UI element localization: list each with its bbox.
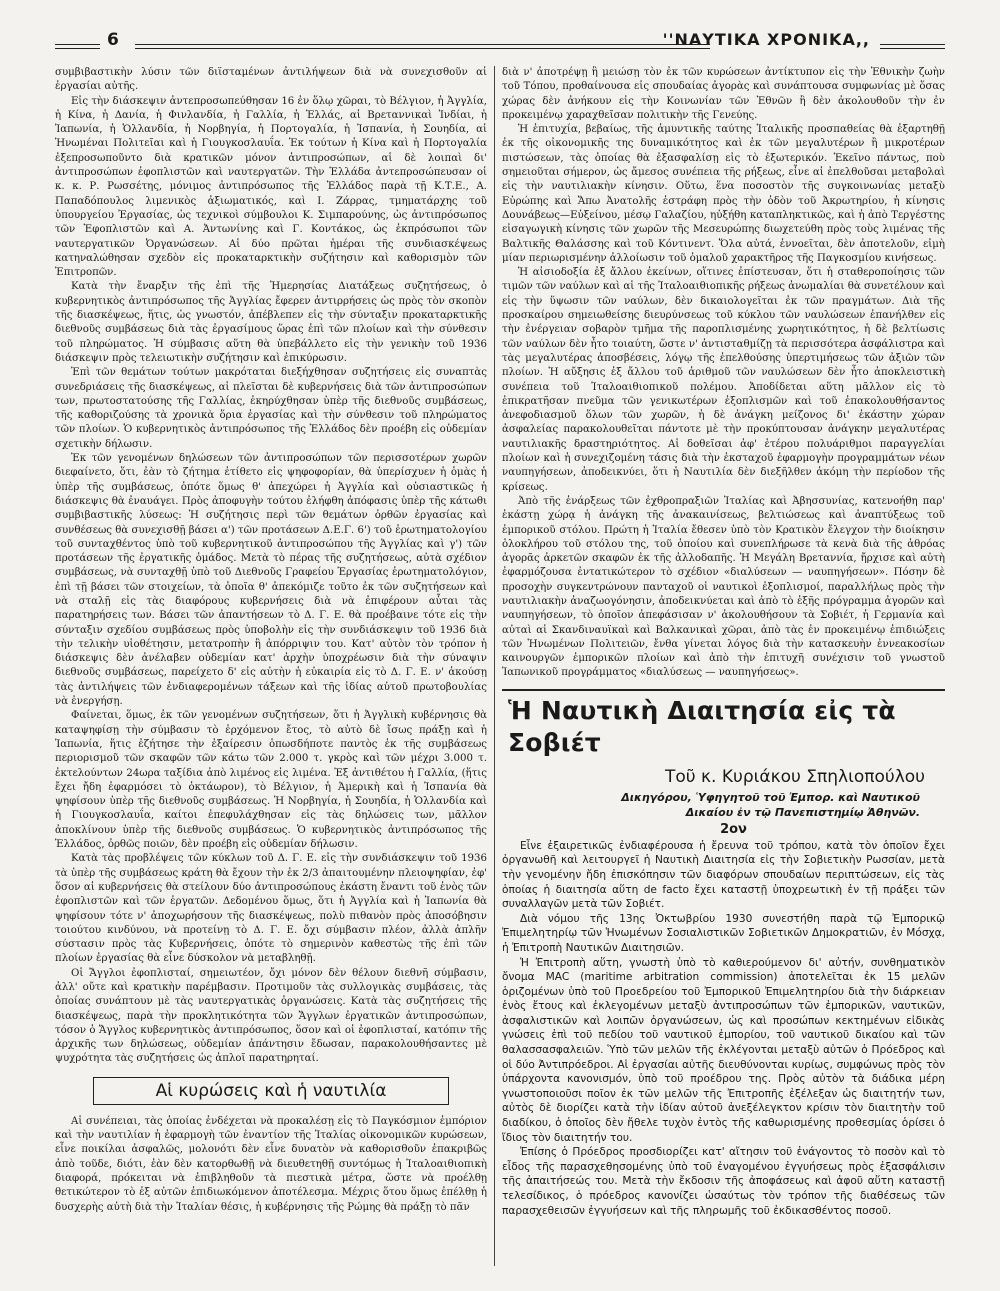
article-author: Τοῦ κ. Κυριάκου Σπηλιοπούλου [665,766,925,787]
paragraph: Ἐπὶ τῶν θεμάτων τούτων μακρόταται διεξήχθησαν συζητήσεις εἰς συναπτὰς συνεδριάσεις τῆς διασκέψεως, αἱ πλεῖσται δὲ κυβερνήσεις διὰ τῶν ἀντιπροσώπων των, πρωτοστατούσης τῆς Γαλλίας, ἐκηρύχθησαν ὑπὲρ τῆς διεθνοῦς συμβάσεως, τῆς καθοριζούσης τὰ χρονικὰ ὅρια ἐργασίας καὶ τὴν σύνθεσιν τοῦ πληρώματος τῶν πλοίων. Ὁ κυβερνητικὸς ἀντιπρόσωπος τῆς Ἑλλάδος δὲν προέβη εἰς οὐδεμίαν σχετικὴν δήλωσιν. [55,367,487,450]
header-rule [55,48,100,49]
article-title: Ἡ Ναυτικὴ Διαιτησία εἰς τὰ Σοβιέτ [508,695,896,757]
article-rule [502,689,945,691]
paragraph: Φαίνεται, ὅμως, ἐκ τῶν γενομένων συζητήσεων, ὅτι ἡ Ἀγγλικὴ κυβέρνησις θὰ καταψηφίσῃ τὴν σύμβασιν τὸ ἐρχόμενον ἔτος, τὸ αὐτὸ δὲ ἴσως πράξῃ καὶ ἡ Ἰαπωνία, ἥτις ἐζήτησε τὴν ἐξαίρεσιν ὁπωσδήποτε παντὸς ἐκ τῆς συμβάσεως περιορισμοῦ τῶν σκαφῶν τῶν κάτω τῶν 2.000 τ. γκρὸς καὶ τῶν μέχρι 3.000 τ. ἐκτελούντων 24ωρα ταξίδια ἀπὸ λιμένος εἰς λιμένα. Ἐξ ἀντιθέτου ἡ Γαλλία, (ἥτις ἔχει ἤδη ἐφαρμόσει τὸ ὀκτάωρον), τὸ Βέλγιον, ἡ Ἀμερικὴ καὶ ἡ Ἰσπανία θὰ ψηφίσουν ὑπὲρ τῆς διεθνοῦς συμβάσεως. Ἡ Νορβηγία, ἡ Σουηδία, ἡ Ὁλλανδία καὶ ἡ Γιουγκοσλαυΐα, καίτοι ἐπεφυλάχθησαν εἰς τὰς δηλώσεις των, μᾶλλον ἀποκλίνουν ὑπὲρ τῆς διεθνοῦς συμβάσεως. Ὁ κυβερνητικὸς ἀντιπρόσωπος τῆς Ἑλλάδος, ὀρθῶς ποιῶν, δὲν προέβη εἰς οὐδεμίαν δήλωσιν. [55,710,487,851]
header-rule [880,44,945,45]
page-header [55,30,945,60]
left-column [55,66,487,1271]
right-column [502,66,945,1271]
paragraph: Αἱ συνέπειαι, τὰς ὁποίας ἐνδέχεται νὰ προκαλέσῃ εἰς τὸ Παγκόσμιον ἐμπόριον καὶ τὴν ναυτιλίαν ἡ ἐφαρμογὴ τῶν ἐναντίον τῆς Ἰταλίας οἰκονομικῶν κυρώσεων, εἶνε ποικίλαι ἀσφαλῶς, μολονότι δὲν εἶνε δυνατὸν νὰ καθορισθοῦν ἐπακριβῶς ἀπὸ τοῦδε, διότι, ἐὰν δὲν κατορθωθῇ νὰ διευθετηθῇ συντόμως ἡ Ἰταλοαιθιοπικὴ διαφορά, πρόκειται νὰ ἐπιβληθοῦν τὰ πιεστικὰ μέτρα, ὥστε νὰ προέλθῃ θετικώτερον τὸ ἐξ αὐτῶν ἐπιδιωκόμενον ἀποτέλεσμα. Μέχρις ὅτου ὅμως ἐπέλθῃ ἡ δυσχερὴς αὐτὴ διὰ τὴν Ἰταλίαν θέσις, ἡ κυβέρνησις τῆς Ρώμης θὰ πράξῃ τὸ πᾶν [55,1115,487,1213]
paragraph: Κατὰ τὰς προβλέψεις τῶν κύκλων τοῦ Δ. Γ. Ε. εἰς τὴν συνδιάσκεψιν τοῦ 1936 τὰ ὑπὲρ τῆς συμβάσεως κράτη θὰ ἔχουν τὴν ἐκ 2/3 ἀπαιτουμένην πλειοψηφίαν, ἐφ' ὅσον αἱ κυβερνήσεις θὰ στείλουν δύο ἀντιπροσώπους ἐκάστη ἔναντι τοῦ ἑνὸς τῶν ἐφοπλιστῶν καὶ τῶν ἐργατῶν. Δεδομένου ὅμως, ὅτι ἡ Ἀγγλία καὶ ἡ Ἰαπωνία θὰ ψηφίσουν τότε ν' ἀποχωρήσουν τῆς διασκέψεως, πολὺ πιθανὸν πρὸς ἀποσόβησιν τοιούτου κινδύνου, νὰ προτείνῃ τὸ Δ. Γ. Ε. ὄχι σύμβασιν πλέον, ἀλλὰ ἁπλῆν σύστασιν πρὸς τὰς Κυβερνήσεις, ὁπότε τὸ σημερινὸν καθεστὼς τῆς ἐπὶ τῶν πλοίων ἐργασίας θὰ εἶνε δύσκολον νὰ μεταβληθῇ. [55,853,487,965]
article-part: 2ον [720,821,747,837]
publication-title: ''ΝΑΥΤΙΚΑ ΧΡΟΝΙΚΑ,, [662,30,870,49]
paragraph: Εἰς τὴν διάσκεψιν ἀντεπροσωπεύθησαν 16 ἐν ὅλῳ χῶραι, τὸ Βέλγιον, ἡ Ἀγγλία, ἡ Κίνα, ἡ Δανία, ἡ Φινλανδία, ἡ Γαλλία, ἡ Ἑλλάς, αἱ Βρεταννικαὶ Ἰνδίαι, ἡ Ἰαπωνία, ἡ Ὁλλανδία, ἡ Νορβηγία, ἡ Πορτογαλία, ἡ Ἰσπανία, ἡ Σουηδία, αἱ Ἡνωμέναι Πολιτεῖαι καὶ ἡ Γιουγκοσλαυΐα. Ἐκ τούτων ἡ Κίνα καὶ ἡ Πορτογαλία ἐξεπροσωποῦντο διὰ κρατικῶν μόνον ἀντιπροσώπων, αἱ δὲ λοιπαὶ δι' ἀντιπροσώπων ἐφοπλιστῶν καὶ ναυτεργατῶν. Τὴν Ἑλλάδα ἀντεπροσώπευσαν οἱ κ. κ. Ρ. Ρωσσέτης, μόνιμος ἀντιπρόσωπος τῆς Ἑλλάδος παρὰ τῇ Κ.Τ.Ε., Α. Παπαδόπουλος λιμενικὸς ἀξιωματικός, καὶ Ι. Ζάρρας, τμηματάρχης τοῦ ὑπουργείου Ἐργασίας, ὡς τεχνικοὶ σύμβουλοι Κ. Σιμπαρούνης, ὡς ἀντιπρόσωπος τῶν Ἐφοπλιστῶν καὶ Α. Ἀντωνίνης καὶ Γ. Κοντάκος, ὡς ἐκπρόσωποι τῶν ναυτεργατικῶν Ὀργανώσεων. Αἱ δύο πρῶται ἡμέραι τῆς συνδιασκέψεως κατηναλώθησαν σχεδὸν εἰς προκαταρκτικὴν συζήτησιν καὶ καθορισμὸν τῶν Ἐπιτροπῶν. [55,95,487,279]
header-rule [880,48,945,49]
paragraph: Ἡ ἐπιτυχία, βεβαίως, τῆς ἀμυντικῆς ταύτης Ἰταλικῆς προσπαθείας θὰ ἐξαρτηθῇ ἐκ τῆς οἰκονομικῆς της δυναμικότητος καὶ ἐκ τῶν μεγαλυτέρων ἢ μικροτέρων πιστώσεων, τὰς ὁποίας θὰ ἐξασφαλίσῃ εἰς τὸ ἐξωτερικόν. Ἐκεῖνο πάντως, ποὺ σημειοῦται σήμερον, ὡς ἄμεσος συνέπεια τῆς ρήξεως, εἶνε αἱ ἐπελθοῦσαι μεταβολαὶ εἰς τὴν ναυτιλιακὴν κίνησιν. Οὕτω, ἕνα ποσοστὸν τῆς συγκοινωνίας μεταξὺ Εὐρώπης καὶ Ἄπω Ἀνατολῆς ἐστράφη πρὸς τὴν ὁδὸν τοῦ Ἀκρωτηρίου, ἡ κίνησις Δουνάβεως—Εὐξείνου, μέσῳ Γαλαζίου, ηὐξήθη καταπληκτικῶς, καὶ ἡ ἀπὸ Τεργέστης εἰσαγωγικὴ κίνησις τῶν χωρῶν τῆς Μεσευρώπης διωχετεύθη πρὸς τοὺς λιμένας τῆς Βαλτικῆς Θαλάσσης καὶ τοῦ Κόντινεντ. Ὅλα αὐτά, ἐννοεῖται, δὲν ἀποτελοῦν, εἰμὴ μίαν περιωρισμένην ἀλλοίωσιν τοῦ ὁμαλοῦ χαρακτῆρος τῆς Παγκοσμίου κινήσεως. [502,124,945,264]
header-rule [55,44,100,45]
article-paragraph: Ἡ Ἐπιτροπὴ αὕτη, γνωστὴ ὑπὸ τὸ καθιερούμενον δι' αὐτήν, συνθηματικὸν ὄνομα MAC (maritime arbitration commission) ἀποτελεῖται ἐκ 15 μελῶν ὁριζομένων ὑπὸ τοῦ Προεδρείου τοῦ Ἐμπορικοῦ Ἐπιμελητηρίου διὰ τὴν διάρκειαν ἑνὸς ἔτους καὶ ἐκλεγομένων μεταξὺ ἀντιπροσώπων τῶν ἐμπορικῶν, ναυτικῶν, ἀσφαλιστικῶν καὶ λοιπῶν ὀργανώσεων, ὡς καὶ προσώπων κεκτημένων εἰδικὰς γνώσεις ἐπὶ τοῦ πεδίου τοῦ ναυτικοῦ ἐμπορίου, τοῦ ναυτικοῦ δικαίου καὶ τῶν θαλασσασφαλειῶν. Ὑπὸ τῶν μελῶν τῆς ἐκλέγονται μεταξὺ αὐτῶν ὁ Πρόεδρος καὶ οἱ δύο Ἀντιπρόεδροι. Αἱ ἐργασίαι αὐτῆς διευθύνονται κυρίως, συμφώνως πρὸς τὸν ὑπάρχοντα κανονισμόν, ὑπὸ τοῦ προέδρου της. Πρὸς αὐτὸν τὰ διάδικα μέρη γνωστοποιοῦσι ποῖον ἐκ τῶν μελῶν τῆς Ἐπιτροπῆς ἐξέλεξαν ὡς διαιτητήν των, αὐτὸς δὲ διορίζει κατὰ τὴν ἰδίαν αὐτοῦ ἀνεξέλεγκτον κρίσιν τὸν διαιτητὴν τοῦ διαδίκου, ὁ ὁποῖος δὲν ἤθελε τυχὸν ἐντὸς τῆς καθωρισμένης προθεσμίας ὁρίσει ὁ ἴδιος τὸν διαιτητήν του. [502,956,945,1144]
header-rule [135,48,710,49]
header-rule [135,44,710,45]
paragraph: Ἡ αἰσιοδοξία ἐξ ἄλλου ἐκείνων, οἵτινες ἐπίστευσαν, ὅτι ἡ σταθεροποίησις τῶν τιμῶν τῶν ναύλων καὶ αἱ τῆς Ἰταλοαιθιοπικῆς ρήξεως ἀνωμαλίαι θὰ συνετέλουν καὶ εἰς τὴν ὕψωσιν τῶν ναύλων, δὲν δικαιολογεῖται ἐκ τῶν πραγμάτων. Διὰ τῆς προσκαίρου σημειωθείσης διευρύνσεως τοῦ κύκλου τῶν ναυλώσεων ἐπανήλθεν εἰς τὴν ἐνέργειαν σοβαρὸν τμῆμα τῆς παροπλισμένης χωρητικότητος, ἡ δὲ βελτίωσις τῶν ναύλων δὲν ἦτο τοιαύτη, ὥστε ν' ἀντισταθμίζῃ τὰ περισσότερα ἀσφάλιστρα καὶ τὰς μεγαλυτέρας ἀποσβέσεις, λόγῳ τῆς ἐπελθούσης ὑπερτιμήσεως τῶν ἀξιῶν τῶν πλοίων. Ἡ αὔξησις ἐξ ἄλλου τοῦ ἀριθμοῦ τῶν ναυλώσεων δὲν ἦτο ἀποκλειστικὴ συνέπεια τοῦ Ἰταλοαιθιοπικοῦ πολέμου. Ἀποδίδεται αὕτη μᾶλλον εἰς τὸ ἐπικρατῆσαν πνεῦμα τῶν γενικωτέρων ἐξοπλισμῶν καὶ τοῦ ἐπακολουθήσαντος ἀνεφοδιασμοῦ ὅλων τῶν χωρῶν, ἡ δὲ ἀνάγκη μείζονος δι' ἑκάστην χώραν ἀσφαλείας παρακολουθεῖται πάντοτε μὲ τὴν προκύπτουσαν ἀνάγκην μεγαλυτέρας ναυτιλιακῆς δραστηριότητος. Αἱ δοθεῖσαι ἀφ' ἑτέρου πολυάριθμοι παραγγελίαι πλοίων καὶ ἡ συνεχιζομένη τάσις διὰ τὴν ἐκσταχοῦ ἐφαρμογὴν προγραμμάτων νέων ναυπηγήσεων, ἀποδεικνύει, ὅτι ἡ Ναυτιλία δὲν διεξῆλθεν ἀκόμη τὴν περίοδον τῆς κρίσεως. [502,267,945,493]
paragraph: Οἱ Ἄγγλοι ἐφοπλισταί, σημειωτέον, ὄχι μόνον δὲν θέλουν διεθνῆ σύμβασιν, ἀλλ' οὔτε καὶ κρατικὴν παρέμβασιν. Προτιμοῦν τὰς συλλογικὰς συμβάσεις, τὰς ὁποίας συνάπτουν μὲ τὰς ναυτεργατικὰς ὀργανώσεις. Κατὰ τὰς συζητήσεις τῆς διασκέψεως, παρὰ τὴν προκλητικότητα τῶν Ἄγγλων ἐργατικῶν ἀντιπροσώπων, τόσον ὁ Ἄγγλος κυβερνητικὸς ἀντιπρόσωπος, ὅσον καὶ οἱ ἐφοπλισταί, κατόπιν τῆς ἀρχικῆς των δηλώσεως, οὐδεμίαν ἀπάντησιν ἔδωσαν, παρακολουθήσαντες μὲ ψυχρότητα τὰς συζητήσεις ὡς ἁπλοῖ παρατηρηταί. [55,967,487,1065]
paragraph: συμβιβαστικὴν λύσιν τῶν διϊσταμένων ἀντιλήψεων διὰ νὰ συνεχισθοῦν αἱ ἐργασίαι αὐτῆς. [55,67,487,93]
section-heading: Αἱ κυρώσεις καὶ ἡ ναυτιλία [93,1077,449,1105]
paragraph: Ἀπὸ τῆς ἐνάρξεως τῶν ἐχθροπραξιῶν Ἰταλίας καὶ Ἀβησσυνίας, κατενοήθη παρ' ἑκάστῃ χώρᾳ ἡ ἀνάγκη τῆς ἀνακαινίσεως, βελτιώσεως καὶ ἀναπτύξεως τοῦ ἐμπορικοῦ στόλου. Πρώτη ἡ Ἰταλία ἔθεσεν ὑπὸ τὸν Κρατικὸν ἔλεγχον τὴν διοίκησιν ὁλοκλήρου τοῦ στόλου της, τοῦ ὁποίου καὶ συνεπλήρωσε τὰ κενὰ διὰ τῆς ἀθρόας ἀγορᾶς ἀρκετῶν σκαφῶν ἐκ τῆς ἀλλοδαπῆς. Ἡ Μεγάλη Βρεταννία, ἤρχισε καὶ αὐτὴ ἐφαρμόζουσα ἐντατικώτερον τὸ σχέδιον «διαλύσεων — ναυπηγήσεων». Πόσην δὲ προσοχὴν συγκεντρώνουν πανταχοῦ οἱ ναυτικοὶ ἐξοπλισμοί, παραλλήλως πρὸς τὴν ναυτιλιακὴν ἀναζωογόνησιν, ἀποδεικνύεται καὶ ἀπὸ τὸ ἑξῆς πρόγραμμα ἀγορῶν καὶ ναυπηγήσεων, τὸ ὁποῖον ἀπεφάσισαν ν' ἀκολουθήσουν τὰ Σοβιέτ, ἡ Γερμανία καὶ αὐταὶ αἱ Σκανδιναυϊκαὶ καὶ Βαλκανικαὶ χῶραι, ἀπὸ τὰς ἐν προκειμένῳ ἐπιδιώξεις τῶν Ἡνωμένων Πολιτειῶν, ἔνθα γίνεται λόγος διὰ τὴν κατασκευὴν ἐννεακοσίων καινουργῶν ἐμπορικῶν πλοίων καὶ ἀπὸ τὴν ἐπιτυχῆ συνέχισιν τοῦ γνωστοῦ Ἰαπωνικοῦ προγράμματος «διαλύσεως — ναυπηγήσεως». [502,495,945,679]
page-number: 6 [107,30,119,50]
author-credential: Δικηγόρου, Ὑφηγητοῦ τοῦ Ἐμπορ. καὶ Ναυτικοῦ [621,790,920,804]
article-paragraph: Ἐπίσης ὁ Πρόεδρος προσδιορίζει κατ' αἴτησιν τοῦ ἐνάγοντος τὸ ποσὸν καὶ τὸ εἶδος τῆς παρασχεθησομένης ὑπὸ τοῦ ἐναγομένου ἐγγυήσεως πρὸς ἐξασφάλισιν τῆς ἀπαιτήσεώς του. Μετὰ τὴν ἔκδοσιν τῆς ἀποφάσεως καὶ ἀφοῦ αὕτη καταστῇ τελεσίδικος, ὁ πρόεδρος κανονίζει ὡσαύτως τὸν τρόπον τῆς διαθέσεως τῶν παρασχεθεισῶν ἐγγυήσεων καὶ τῆς πληρωμῆς τοῦ ἐκδικασθέντος ποσοῦ. [502,1146,945,1217]
article-paragraph: Εἶνε ἐξαιρετικῶς ἐνδιαφέρουσα ἡ ἔρευνα τοῦ τρόπου, κατὰ τὸν ὁποῖον ἔχει ὀργανωθῆ καὶ λειτουργεῖ ἡ Ναυτικὴ Διαιτησία εἰς τὴν Σοβιετικὴν Ρωσσίαν, μετὰ τὴν γενομένην ἤδη ἐπισκόπησιν τῶν διαφόρων σπουδαίων περιπτώσεων, εἰς τὰς ὁποίας ἡ διαιτησία αὕτη de facto ἔχει καταστῇ ὑποχρεωτικὴ ἐν τῇ πράξει τῶν συναλλαγῶν μετὰ τῶν Σοβιέτ. [502,839,945,911]
paragraph: διὰ ν' ἀποτρέψῃ ἢ μειώσῃ τὸν ἐκ τῶν κυρώσεων ἀντίκτυπον εἰς τὴν Ἐθνικὴν ζωὴν τοῦ Τόπου, προθαίνουσα εἰς σπουδαίας ἀγορὰς καὶ συνάπτουσα συμφωνίας μὲ ὅσας χώρας δὲν ἀνήκουν εἰς τὴν Κοινωνίαν τῶν Ἐθνῶν ἢ δὲν ἀκολουθοῦν τὴν ἐν προκειμένῳ χαραχθεῖσαν πολιτικὴν τῆς Γενεύης. [502,67,945,121]
paragraph: Ἐκ τῶν γενομένων δηλώσεων τῶν ἀντιπροσώπων τῶν περισσοτέρων χωρῶν διεφαίνετο, ὅτι, ἐὰν τὸ ζήτημα ἐτίθετο εἰς ψηφοφορίαν, θὰ ὑπερίσχυεν ἡ ὁμὰς ἡ ὑπὲρ τῆς συμβάσεως, ὁπότε ὅμως θ' ἀπεχώρει ἡ Ἀγγλία καὶ οὐσιαστικῶς ἡ διάσκεψις θὰ ἐναυάγει. Πρὸς ἀποφυγὴν τούτου ἐλήφθη ἀπόφασις ὑπὲρ τῆς κάτωθι συμβιβαστικῆς λύσεως: Ἡ συζήτησις περὶ τῶν θεμάτων ὀρθῶν ἐργασίας καὶ συνθέσεως θὰ συνεχισθῇ βάσει α') τῶν προτάσεων Δ.Ε.Γ. 6') τοῦ ἐρωτηματολογίου τοῦ συνταχθέντος ὑπὸ τοῦ κυβερνητικοῦ ἀντιπροσώπου τῆς Ἀγγλίας καὶ γ') τῶν προτάσεων τῆς ἐργατικῆς ὁμάδος. Μετὰ τὸ πέρας τῆς συζητήσεως, αὐτὰ σχέδιον συμβάσεως, νὰ συνταχθῇ ὑπὸ τοῦ Διεθνοῦς Γραφείου Ἐργασίας ἐρωτηματολόγιον, ἐπὶ τῇ βάσει τῶν στοιχείων, τὰ ὁποῖα θ' ἀπεκόμιζε τοῦτο ἐκ τῶν συζητήσεων καὶ νὰ σταλῇ εἰς τὰς διαφόρους κυβερνήσεις διὰ νὰ ἐπιφέρουν αὗται τὰς παρατηρήσεις των. Βάσει τῶν ἀπαντήσεων τὸ Δ. Γ. Ε. θὰ προέβαινε τότε εἰς τὴν σύνταξιν σχεδίου συμβάσεως πρὸς ὑποβολὴν εἰς τὴν συνδιάσκεψιν τοῦ 1936 διὰ τὴν τελικὴν υἱοθέτησιν, μετατροπὴν ἢ ἀπόρριψιν του. Κατ' αὐτὸν τὸν τρόπον ἡ διάσκεψις δὲν ἀνέλαβεν οὐδεμίαν κατ' ἀρχὴν ὑποχρέωσιν διὰ τὴν σύναψιν διεθνοῦς συμβάσεως, παρείχετο δ' εἰς αὐτὴν ἡ εὐκαιρία εἰς τὸ Δ. Γ. Ε. ν' ἀκούσῃ τὰς ἀντιλήψεις τῶν ἐνδιαφερομένων τάξεων καὶ τῆς ἰδίας αὐτοῦ πρωτοβουλίας νὰ ἐνεργήσῃ. [55,453,487,708]
article-paragraph: Διὰ νόμου τῆς 13ης Ὀκτωβρίου 1930 συνεστήθη παρὰ τῷ Ἐμπορικῷ Ἐπιμελητηρίῳ τῶν Ἡνωμένων Σοσιαλιστικῶν Σοβιετικῶν Δημοκρατιῶν, ἐν Μόσχᾳ, ἡ Ἐπιτροπὴ Ναυτικῶν Διαιτησιῶν. [502,912,945,954]
column-divider [494,66,495,1266]
author-credential: Δικαίου ἐν τῷ Πανεπιστημίῳ Ἀθηνῶν. [685,805,920,819]
paragraph: Κατὰ τὴν ἔναρξιν τῆς ἐπὶ τῆς Ἡμερησίας Διατάξεως συζητήσεως, ὁ κυβερνητικὸς ἀντιπρόσωπος τῆς Ἀγγλίας ἔφερεν ἀντιρρήσεις ὡς πρὸς τὸν σκοπὸν τῆς διασκέψεως, ἥτις, ὡς γνωστόν, ἀπέβλεπεν εἰς τὴν σύνταξιν προκαταρκτικῆς διεθνοῦς συμβάσεως διὰ τὰς ἐργασίμους ὥρας ἐπὶ τῶν πλοίων καὶ τὴν σύνθεσιν τοῦ πληρώματος. Ἡ σύμβασις αὕτη θὰ ὑπεβάλλετο εἰς τὴν γενικὴν τοῦ 1936 διάσκεψιν πρὸς τελειωτικὴν συζήτησιν καὶ ἐπικύρωσιν. [55,281,487,364]
